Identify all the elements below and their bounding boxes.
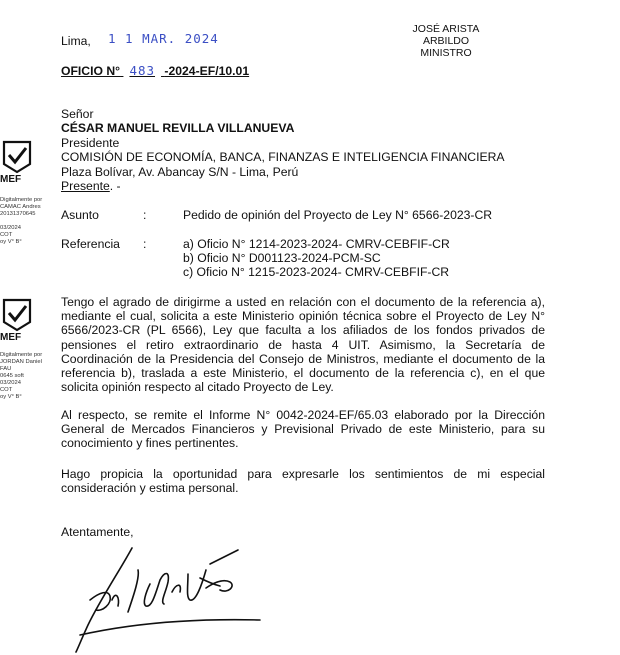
mef-brand: MEF (0, 174, 22, 185)
sender-block (390, 23, 502, 59)
signature-detail: 03/2024 (0, 380, 21, 386)
body-line: Al respecto, se remite el Informe N° 0042-2024-EF/65.03 elaborado por la Dirección (61, 408, 545, 422)
mef-checkmark-icon (0, 140, 34, 174)
signature-detail: 03/2024 (0, 225, 21, 231)
sender-name: JOSÉ ARISTA ARBILDO (412, 23, 480, 47)
oficio-label: OFICIO N° (61, 64, 121, 78)
presente: Presente (61, 179, 110, 193)
body-paragraph-1 (61, 295, 545, 394)
body-paragraph-2 (61, 408, 545, 451)
asunto-label: Asunto (61, 208, 99, 222)
asunto-colon: : (143, 208, 147, 222)
body-line: pensiones el retiro extraordinario de hasta 4 UIT. Asimismo, la Secretaría de (61, 337, 545, 352)
body-line: Coordinación de la Presidencia del Consejo de Ministros, mediante el documento de la (61, 351, 545, 366)
recipient-name: CÉSAR MANUEL REVILLA VILLANUEVA (61, 121, 295, 135)
signature-detail: Digitalmente por (0, 197, 43, 203)
signature-detail: 20131370645 (0, 211, 36, 217)
body-line: referencia b), traslada a este Ministerio, el documento de la referencia c), en el que (61, 366, 545, 381)
body-line: solicita opinión respecto al citado Proyecto de Ley. (61, 380, 334, 395)
recipient-role: Presidente (61, 136, 120, 150)
body-line: 6566/2023-CR (PL 6566), Ley que faculta a los afiliados de los fondos privados de (61, 323, 545, 338)
body-line: mediante el cual, solicita a este Ministerio opinión técnica sobre el Proyecto de Ley N° (61, 309, 545, 324)
recipient-organization: COMISIÓN DE ECONOMÍA, BANCA, FINANZAS E INTELIGENCIA FINANCIERA (61, 150, 505, 164)
mef-checkmark-icon (0, 298, 34, 332)
body-line: conocimiento y fines pertinentes. (61, 436, 239, 451)
body-line: consideración y estima personal. (61, 481, 239, 496)
signature-detail: oy V° B° (0, 239, 22, 245)
presente-tail: . - (109, 179, 121, 193)
body-line: Hago propicia la oportunidad para expresarle los sentimientos de mi especial (61, 467, 545, 481)
signature-detail: JORDAN Daniel (0, 359, 42, 365)
signature-detail: COT (0, 232, 13, 238)
oficio-number: 483 (129, 63, 156, 78)
oficio-suffix: -2024-EF/10.01 (164, 64, 250, 78)
body-paragraph-3 (61, 467, 545, 495)
referencia-item: b) Oficio N° D001123-2024-PCM-SC (183, 251, 381, 265)
digital-signature-mark-1 (0, 140, 60, 252)
closing: Atentamente, (61, 525, 134, 539)
signature-detail: FAU (0, 366, 12, 372)
signature-detail: COT (0, 387, 13, 393)
digital-signature-mark-2 (0, 298, 60, 410)
body-line: Tengo el agrado de dirigirme a usted en relación con el documento de la referencia a), (61, 295, 545, 309)
referencia-label: Referencia (61, 237, 120, 251)
signature-detail: CAMAC Andres (0, 204, 41, 210)
signature-detail: 0645 soft (0, 373, 24, 379)
asunto-text: Pedido de opinión del Proyecto de Ley N° 6566-2023-CR (183, 208, 493, 222)
oficio-line (61, 64, 249, 78)
referencia-item: c) Oficio N° 1215-2023-2024- CMRV-CEBFIF-CR (183, 265, 450, 279)
signature-detail: oy V° B° (0, 394, 22, 400)
referencia-item: a) Oficio N° 1214-2023-2024- CMRV-CEBFIF-CR (183, 237, 450, 251)
handwritten-signature (60, 540, 310, 655)
sender-title: MINISTRO (420, 47, 472, 59)
signature-detail: Digitalmente por (0, 352, 43, 358)
body-line: General de Mercados Financieros y Previsional Privado de este Ministerio, para su (61, 422, 545, 437)
recipient-address: Plaza Bolívar, Av. Abancay S/N - Lima, Perú (61, 165, 299, 179)
salutation: Señor (61, 107, 94, 121)
date-stamp: 1 1 MAR. 2024 (108, 31, 219, 46)
mef-brand: MEF (0, 332, 22, 343)
referencia-colon: : (143, 237, 147, 251)
presente-line (61, 179, 121, 193)
city: Lima, (61, 34, 91, 48)
